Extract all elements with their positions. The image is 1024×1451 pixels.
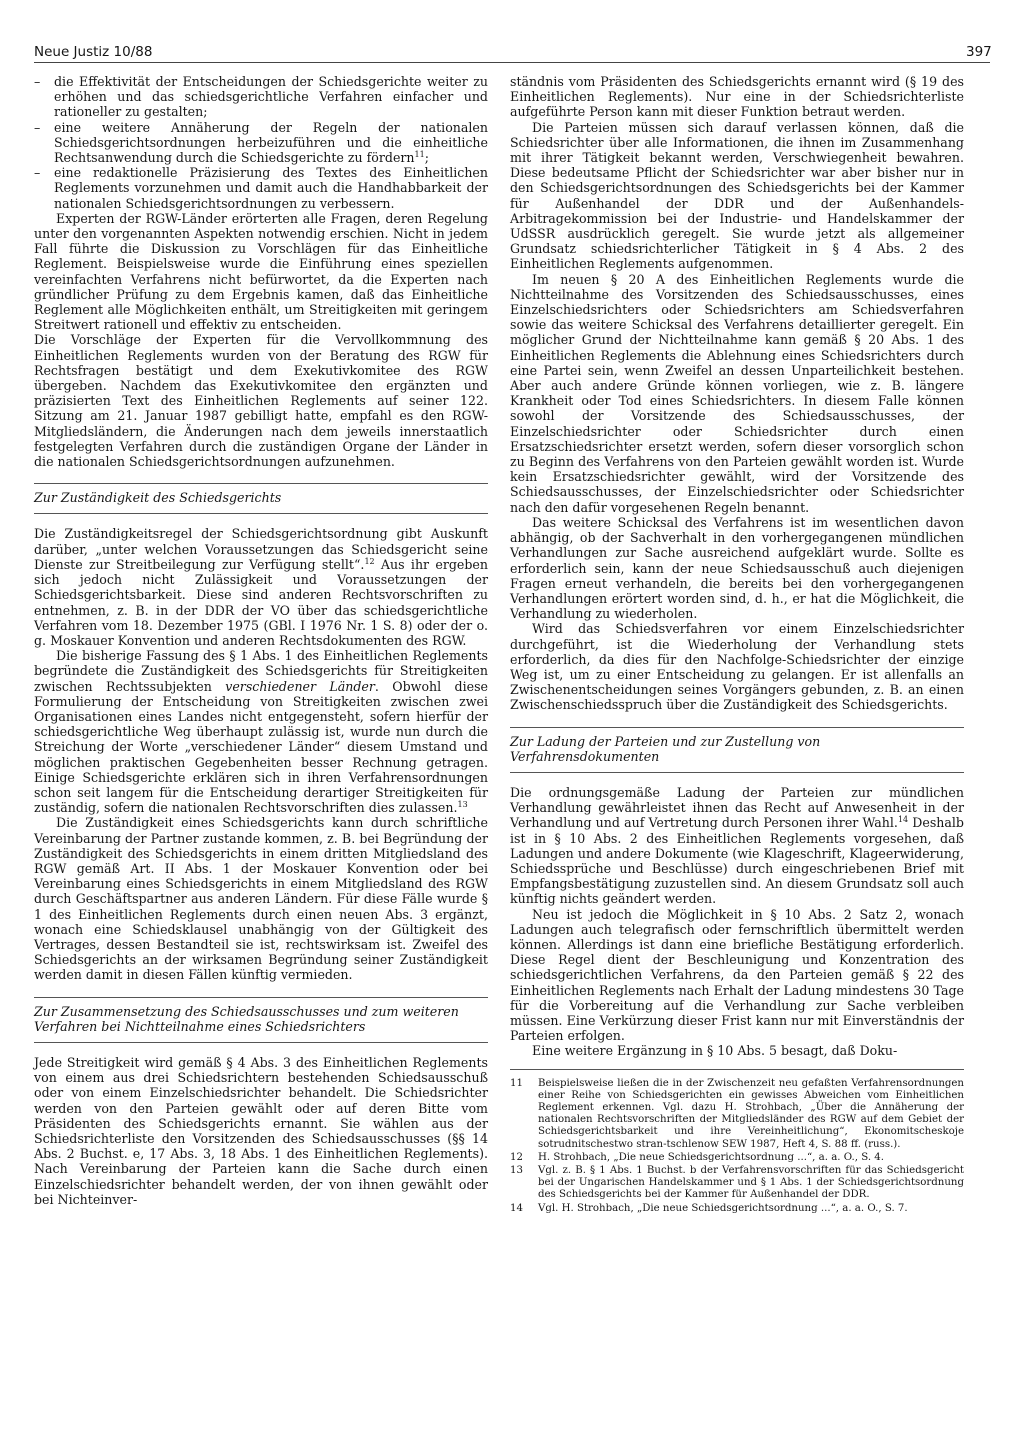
right-column: [510, 74, 964, 1216]
footnote-ref[interactable]: 14: [897, 815, 909, 825]
footnote-ref[interactable]: 13: [457, 799, 468, 809]
footnote: 11 Beispielsweise ließen die in der Zwischenzeit neu gefaßten Verfahrensordnungen einer Reihe von Schiedsgerichten ein gewisses Abweichen vom Einheitlichen Reglement erkennen. Vgl. dazu H. Strohbach, „Über die Annäherung der nationalen Rechtsvorschriften der Mitgliedsländer des RGW auf dem Gebiet der Schiedsgerichtsbarkeit und ihre Vereinheitlichung“, Ekonomitscheskoje sotrudnitschestwo stran-tschlenow SEW 1987, Heft 4, S. 88 ff. (russ.).: [510, 1077, 964, 1150]
footnote: 13 Vgl. z. B. § 1 Abs. 1 Buchst. b der Verfahrensvorschriften für das Schiedsgericht bei der Ungarischen Handelskammer und § 1 Abs. 1 der Schiedsgerichtsordnung des Schiedsgerichts bei der Kammer für Außenhandel der DDR.: [510, 1165, 964, 1201]
paragraph: Die Zuständigkeitsregel der Schiedsgerichtsordnung gibt Auskunft darüber, „unter welchen Voraussetzungen das Schiedsgericht seine Dienste zur Streitbeilegung zur Verfügung stellt“.$^{12}$ Aus ihr ergeben sich jedoch nicht Zulässigkeit und Voraussetzungen der Schiedsgerichtsbarkeit. Diese sind anderen Rechtsvorschriften zu entnehmen, z. B. in der DDR der VO über das schiedsgerichtliche Verfahren vom 18. Dezember 1975 (GBl. I 1976 Nr. 1 S. 8) oder der o. g. Moskauer Konvention und anderen Rechtsdokumenten des RGW.: [34, 526, 488, 648]
section-heading: Zur Zuständigkeit des Schiedsgerichts: [34, 483, 488, 514]
footnote-ref[interactable]: 11: [414, 149, 425, 159]
list-item: – eine redaktionelle Präzisierung des Textes des Einheitlichen Reglements vorzunehmen und damit auch die Handhabbarkeit der nationalen Schiedsgerichtsordnungen zu verbessern.: [34, 165, 488, 211]
paragraph: Die bisherige Fassung des § 1 Abs. 1 des Einheitlichen Reglements begründete die Zuständigkeit des Schiedsgerichts für Streitigkeiten zwischen Rechtssubjekten verschiedener Länder. Obwohl diese Formulierung der Entscheidung von Streitigkeiten zwischen zwei Organisationen eines Landes nicht entgegensteht, sofern hierfür der schiedsgerichtliche Weg überhaupt zulässig ist, wurde nun durch die Streichung der Worte „verschiedener Länder“ diesem Umstand und möglichen praktischen Gegebenheiten besser Rechnung getragen. Einige Schiedsgerichte erklären sich in ihren Verfahrensordnungen schon seit langem für die Entscheidung derartiger Streitigkeiten für zuständig, sofern die nationalen Rechtsvorschriften dies zulassen.$^{13}$: [34, 648, 488, 816]
paragraph: Die Parteien müssen sich darauf verlassen können, daß die Schiedsrichter über alle Informationen, die ihnen im Zusammenhang mit ihrer Tätigkeit bekannt werden, Verschwiegenheit bewahren. Diese bedeutsame Pflicht der Schiedsrichter war aber bisher nur in den Schiedsgerichtsordnungen des Schiedsgerichts bei der Kammer für Außenhandel der DDR und der Außenhandels-Arbitragekommission bei der Industrie- und Handelskammer der UdSSR ausdrücklich geregelt. Sie wurde jetzt als allgemeiner Grundsatz schiedsrichterlicher Tätigkeit in § 4 Abs. 2 des Einheitlichen Reglements aufgenommen.: [510, 119, 964, 272]
section-heading: Zur Ladung der Parteien und zur Zustellung von Verfahrensdokumenten: [510, 727, 964, 773]
header-rule: [34, 62, 990, 63]
paragraph: ständnis vom Präsidenten des Schiedsgerichts ernannt wird (§ 19 des Einheitlichen Reglements). Nur eine in der Schiedsrichterliste aufgeführte Person kann mit dieser Funktion betraut werden.: [510, 74, 964, 120]
footnote: 12 H. Strohbach, „Die neue Schiedsgerichtsordnung ...“, a. a. O., S. 4.: [510, 1151, 885, 1163]
paragraph: Die Zuständigkeit eines Schiedsgerichts kann durch schriftliche Vereinbarung der Partner zustande kommen, z. B. bei Begründung der Zuständigkeit des Schiedsgerichts in einem dritten Mitgliedsland des RGW gemäß Art. II Abs. 1 der Moskauer Konvention oder bei Vereinbarung eines Schiedsgerichts in einem Mitgliedsland des RGW durch Geschäftspartner aus anderen Ländern. Für diese Fälle wurde § 1 des Einheitlichen Reglements durch einen neuen Abs. 3 ergänzt, wonach eine Schiedsklausel unabhängig von der Gültigkeit des Vertrages, dessen Bestandteil sie ist, rechtswirksam ist. Zweifel des Schiedsgerichts an der wirksamen Begründung seiner Zuständigkeit werden damit in diesen Fällen künftig vermieden.: [34, 815, 488, 983]
section-heading: Zur Zusammensetzung des Schiedsausschusses und zum weiteren Verfahren bei Nichtteilnahme eines Schiedsrichters: [34, 997, 488, 1043]
paragraph: Jede Streitigkeit wird gemäß § 4 Abs. 3 des Einheitlichen Reglements von einem aus drei Schiedsrichtern bestehenden Schiedsausschuß oder von einem Einzelschiedsrichter behandelt. Die Schiedsrichter werden von den Parteien gewählt oder auf deren Bitte vom Präsidenten des Schiedsgerichts ernannt. Sie wählen aus der Schiedsrichterliste den Vorsitzenden des Schiedsausschusses (§§ 14 Abs. 2 Buchst. e, 17 Abs. 3, 18 Abs. 1 des Einheitlichen Reglements). Nach Vereinbarung der Parteien kann die Sache durch einen Einzelschiedsrichter behandelt werden, der von ihnen gewählt oder bei Nichteinver-: [34, 1054, 488, 1207]
left-column: [34, 74, 488, 1207]
paragraph: Eine weitere Ergänzung in § 10 Abs. 5 besagt, daß Doku-: [532, 1043, 898, 1059]
page-number: 397: [966, 44, 992, 60]
paragraph: Wird das Schiedsverfahren vor einem Einzelschiedsrichter durchgeführt, ist die Wiederholung der Verhandlung stets erforderlich, da dies für den Nachfolge-Schiedsrichter der einzige Weg ist, um zu einer Entscheidung zu gelangen. Er ist allenfalls an Zwischenentscheidungen seines Vorgängers gebunden, z. B. an einen Zwischenschiedsspruch über die Zuständigkeit des Schiedsgerichts.: [510, 621, 964, 713]
paragraph: Experten der RGW-Länder erörterten alle Fragen, deren Regelung unter den vorgenannten Aspekten notwendig erschien. Nicht in jedem Fall führte die Diskussion zu Vorschlägen für das Einheitliche Reglement. Beispielsweise wurde die Einführung eines speziellen vereinfachten Verfahrens nicht befürwortet, da die Experten nach gründlicher Prüfung zu dem Ergebnis kamen, daß das Einheitliche Reglement alle Möglichkeiten enthält, um Streitigkeiten mit geringem Streitwert rationell und effektiv zu entscheiden.: [34, 210, 488, 333]
footnote-divider: [510, 1069, 964, 1070]
list-item: – die Effektivität der Entscheidungen der Schiedsgerichte weiter zu erhöhen und das schiedsgerichtliche Verfahren einfacher und rationeller zu gestalten;: [34, 74, 488, 120]
footnote-ref[interactable]: 12: [364, 556, 375, 566]
paragraph: Neu ist jedoch die Möglichkeit in § 10 Abs. 2 Satz 2, wonach Ladungen auch telegrafisch oder fernschriftlich übermittelt werden können. Allerdings ist dann eine briefliche Bestätigung erforderlich. Diese Regel dient der Beschleunigung und Konzentration des schiedsgerichtlichen Verfahrens, da den Parteien gemäß § 22 des Einheitlichen Reglements nach Erhalt der Ladung mindestens 30 Tage für die Vorbereitung auf die Verhandlung zur Sache verbleiben müssen. Eine Verkürzung dieser Frist kann nur mit Einverständnis der Parteien erfolgen.: [510, 906, 964, 1044]
footnote: 14 Vgl. H. Strohbach, „Die neue Schiedsgerichtsordnung ...“, a. a. O., S. 7.: [510, 1202, 908, 1214]
list-item: – eine weitere Annäherung der Regeln der nationalen Schiedsgerichtsordnungen herbeizuführen und die einheitliche Rechtsanwendung durch die Schiedsgerichte zu fördern$^{11}$;: [34, 119, 488, 166]
paragraph: Die ordnungsgemäße Ladung der Parteien zur mündlichen Verhandlung gewährleistet ihnen das Recht auf Anwesenheit in der Verhandlung und auf Vertretung durch Personen ihrer Wahl.$^{14}$ Deshalb ist in § 10 Abs. 2 des Einheitlichen Reglements vorgesehen, daß Ladungen und andere Dokumente (wie Klageschrift, Klageerwiderung, Schiedssprüche und Beschlüsse) durch eingeschriebenen Brief mit Empfangsbestätigung zuzustellen sind. An diesem Grundsatz soll auch künftig nichts geändert werden.: [510, 784, 964, 907]
paragraph: Das weitere Schicksal des Verfahrens ist im wesentlichen davon abhängig, ob der Sachverhalt in den vorhergegangenen mündlichen Verhandlungen zur Sache ausreichend aufgeklärt wurde. Sollte es erforderlich sein, kann der neue Schiedsausschuß auch diejenigen Fragen erneut verhandeln, die bereits bei den vorhergegangenen Verhandlungen erörtert worden sind, d. h., er hat die Möglichkeit, die Verhandlung zu wiederholen.: [510, 514, 964, 622]
paragraph: Im neuen § 20 A des Einheitlichen Reglements wurde die Nichtteilnahme des Vorsitzenden des Schiedsausschusses, eines Einzelschiedsrichters oder Schiedsrichters am Schiedsverfahren sowie das weitere Schicksal des Verfahrens detaillierter geregelt. Ein möglicher Grund der Nichtteilnahme kann gemäß § 20 Abs. 1 des Einheitlichen Reglements die Ablehnung eines Schiedsrichters durch eine Partei sein, wenn Zweifel an dessen Unparteilichkeit bestehen. Aber auch andere Gründe können vorliegen, wie z. B. längere Krankheit oder Tod eines Schiedsrichters. In diesem Falle können sowohl der Vorsitzende des Schiedsausschusses, der Einzelschiedsrichter oder Schiedsrichter durch einen Ersatzschiedsrichter ersetzt werden, sofern dieser vorsorglich schon zu Beginn des Verfahrens von den Parteien gewählt worden ist. Wurde kein Ersatzschiedsrichter gewählt, wird der Vorsitzende des Schiedsausschusses, der Einzelschiedsrichter oder Schiedsrichter nach den dafür vorgesehenen Regeln benannt.: [510, 271, 964, 515]
journal-header: Neue Justiz 10/88: [34, 44, 153, 60]
paragraph: Die Vorschläge der Experten für die Vervollkommnung des Einheitlichen Reglements wurden von der Beratung des RGW für Rechtsfragen bestätigt und dem Exekutivkomitee des RGW übergeben. Nachdem das Exekutivkomitee den ergänzten und präzisierten Text des Einheitlichen Reglements auf seiner 122. Sitzung am 21. Januar 1987 gebilligt hatte, empfahl es den RGW-Mitgliedsländern, die Änderungen nach dem jeweils innerstaatlich festgelegten Verfahren durch die zuständigen Organe der Länder in die nationalen Schiedsgerichtsordnungen aufzunehmen.: [34, 332, 488, 470]
